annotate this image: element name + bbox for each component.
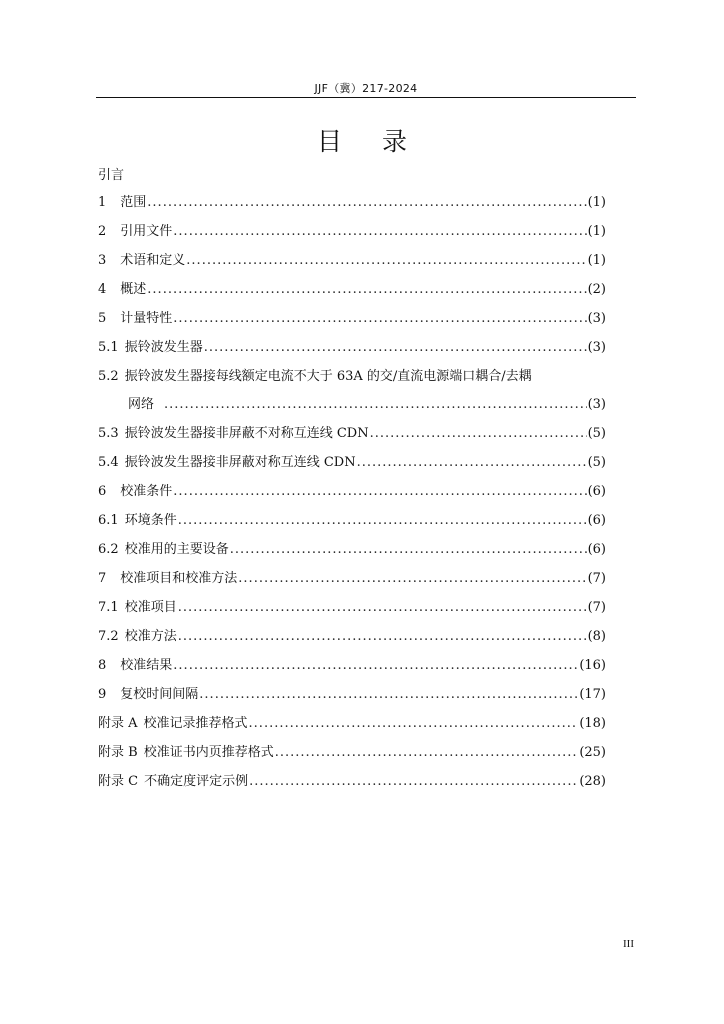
toc-entry-number: 5 [98, 311, 107, 326]
toc-entry [98, 278, 606, 307]
toc-entry-number: 6.1 [98, 513, 119, 528]
toc-leader-dots [186, 253, 586, 268]
toc-leader-dots [178, 600, 587, 615]
toc-leader-dots [357, 455, 587, 470]
toc-entry-title: 校准条件 [120, 484, 173, 499]
toc-leader-dots [275, 745, 579, 760]
toc-entry-number: 附录 B [98, 745, 138, 760]
toc-leader-dots [199, 687, 578, 702]
toc-leader-dots [173, 484, 586, 499]
toc-entry [98, 422, 606, 451]
toc-entry-page: (1) [587, 253, 606, 268]
toc-entry-title: 概述 [120, 282, 147, 297]
page-title: 目录 [316, 127, 447, 156]
header-rule [96, 97, 636, 98]
toc-entry-title: 校准记录推荐格式 [143, 716, 248, 731]
page-number: III [623, 938, 634, 950]
toc-entry-title: 校准项目和校准方法 [120, 571, 238, 586]
toc-entry-number: 4 [98, 282, 107, 297]
toc-entry [98, 220, 606, 249]
toc-entry-number: 5.3 [98, 426, 119, 441]
toc-leader-dots [178, 513, 587, 528]
toc-entry-title: 引用文件 [120, 224, 173, 239]
toc-entry-number: 5.1 [98, 340, 119, 355]
toc-entry-page: (2) [587, 282, 606, 297]
toc-leader-dots [249, 774, 578, 789]
toc-entry [98, 741, 606, 770]
toc-entry [98, 712, 606, 741]
toc-entry [98, 191, 606, 220]
toc-entry-continuation [98, 393, 606, 422]
toc-entry-page: (25) [579, 745, 606, 760]
toc-entry [98, 538, 606, 567]
toc-entry [98, 249, 606, 278]
toc-entry-page: (3) [587, 397, 606, 412]
toc-entry [98, 336, 606, 365]
toc-entry-title: 环境条件 [124, 513, 177, 528]
toc-entry [98, 654, 606, 683]
table-of-contents [98, 191, 606, 799]
toc-entry [98, 770, 606, 799]
toc-entry-title: 不确定度评定示例 [144, 774, 249, 789]
toc-entry-number: 8 [98, 658, 107, 673]
toc-entry-title: 振铃波发生器 [124, 340, 203, 355]
toc-entry [98, 509, 606, 538]
toc-entry-title: 校准方法 [124, 629, 177, 644]
toc-leader-dots [147, 195, 586, 210]
toc-entry-page: (6) [587, 484, 606, 499]
toc-entry-title-continued: 网络 [128, 397, 155, 412]
toc-entry-page: (7) [587, 571, 606, 586]
toc-entry-page: (7) [587, 600, 606, 615]
toc-entry-title: 校准结果 [120, 658, 173, 673]
toc-entry-page: (5) [587, 455, 606, 470]
toc-entry-page: (18) [579, 716, 606, 731]
toc-entry [98, 596, 606, 625]
toc-entry-title: 校准证书内页推荐格式 [143, 745, 274, 760]
toc-entry-number: 6.2 [98, 542, 119, 557]
toc-entry [98, 480, 606, 509]
toc-entry-number: 1 [98, 195, 107, 210]
toc-entry-page: (6) [587, 542, 606, 557]
toc-entry-page: (3) [587, 311, 606, 326]
toc-entry-number: 5.2 [98, 369, 119, 384]
toc-leader-dots [230, 542, 587, 557]
toc-entry-title: 复校时间间隔 [120, 687, 199, 702]
toc-leader-dots [238, 571, 586, 586]
toc-entry-title: 计量特性 [120, 311, 173, 326]
toc-intro: 引言 [98, 168, 125, 183]
toc-entry [98, 683, 606, 712]
page-header: JJF（冀）217-2024 [314, 82, 418, 95]
toc-leader-dots [147, 282, 586, 297]
toc-entry-page: (1) [587, 224, 606, 239]
toc-entry-number: 5.4 [98, 455, 119, 470]
toc-entry-number: 7.1 [98, 600, 119, 615]
toc-entry-number: 9 [98, 687, 107, 702]
toc-entry-number: 6 [98, 484, 107, 499]
toc-leader-dots [178, 629, 587, 644]
toc-entry-page: (16) [579, 658, 606, 673]
toc-entry-page: (3) [587, 340, 606, 355]
toc-entry-page: (28) [579, 774, 606, 789]
toc-entry [98, 625, 606, 654]
toc-entry-title: 振铃波发生器接非屏蔽对称互连线 CDN [124, 455, 356, 470]
toc-entry-title: 范围 [120, 195, 147, 210]
toc-leader-dots [164, 397, 587, 412]
toc-entry-page: (6) [587, 513, 606, 528]
toc-entry-title: 振铃波发生器接每线额定电流不大于 63A 的交/直流电源端口耦合/去耦 [124, 369, 532, 384]
toc-entry-number: 3 [98, 253, 107, 268]
toc-entry-number: 7.2 [98, 629, 119, 644]
toc-leader-dots [173, 658, 578, 673]
toc-leader-dots [173, 311, 586, 326]
toc-entry [98, 567, 606, 596]
toc-entry [98, 307, 606, 336]
toc-entry-page: (5) [587, 426, 606, 441]
toc-entry-number: 附录 C [98, 774, 139, 789]
toc-entry [98, 365, 606, 393]
toc-entry-number: 2 [98, 224, 107, 239]
toc-entry-title: 校准用的主要设备 [124, 542, 229, 557]
toc-leader-dots [173, 224, 586, 239]
toc-leader-dots [249, 716, 579, 731]
toc-leader-dots [370, 426, 587, 441]
toc-entry-number: 附录 A [98, 716, 138, 731]
toc-entry-title: 术语和定义 [120, 253, 186, 268]
toc-entry-page: (17) [579, 687, 606, 702]
toc-entry-number: 7 [98, 571, 107, 586]
toc-entry-title: 校准项目 [124, 600, 177, 615]
toc-leader-dots [204, 340, 587, 355]
toc-entry-page: (1) [587, 195, 606, 210]
toc-entry [98, 451, 606, 480]
toc-entry-page: (8) [587, 629, 606, 644]
toc-entry-title: 振铃波发生器接非屏蔽不对称互连线 CDN [124, 426, 369, 441]
